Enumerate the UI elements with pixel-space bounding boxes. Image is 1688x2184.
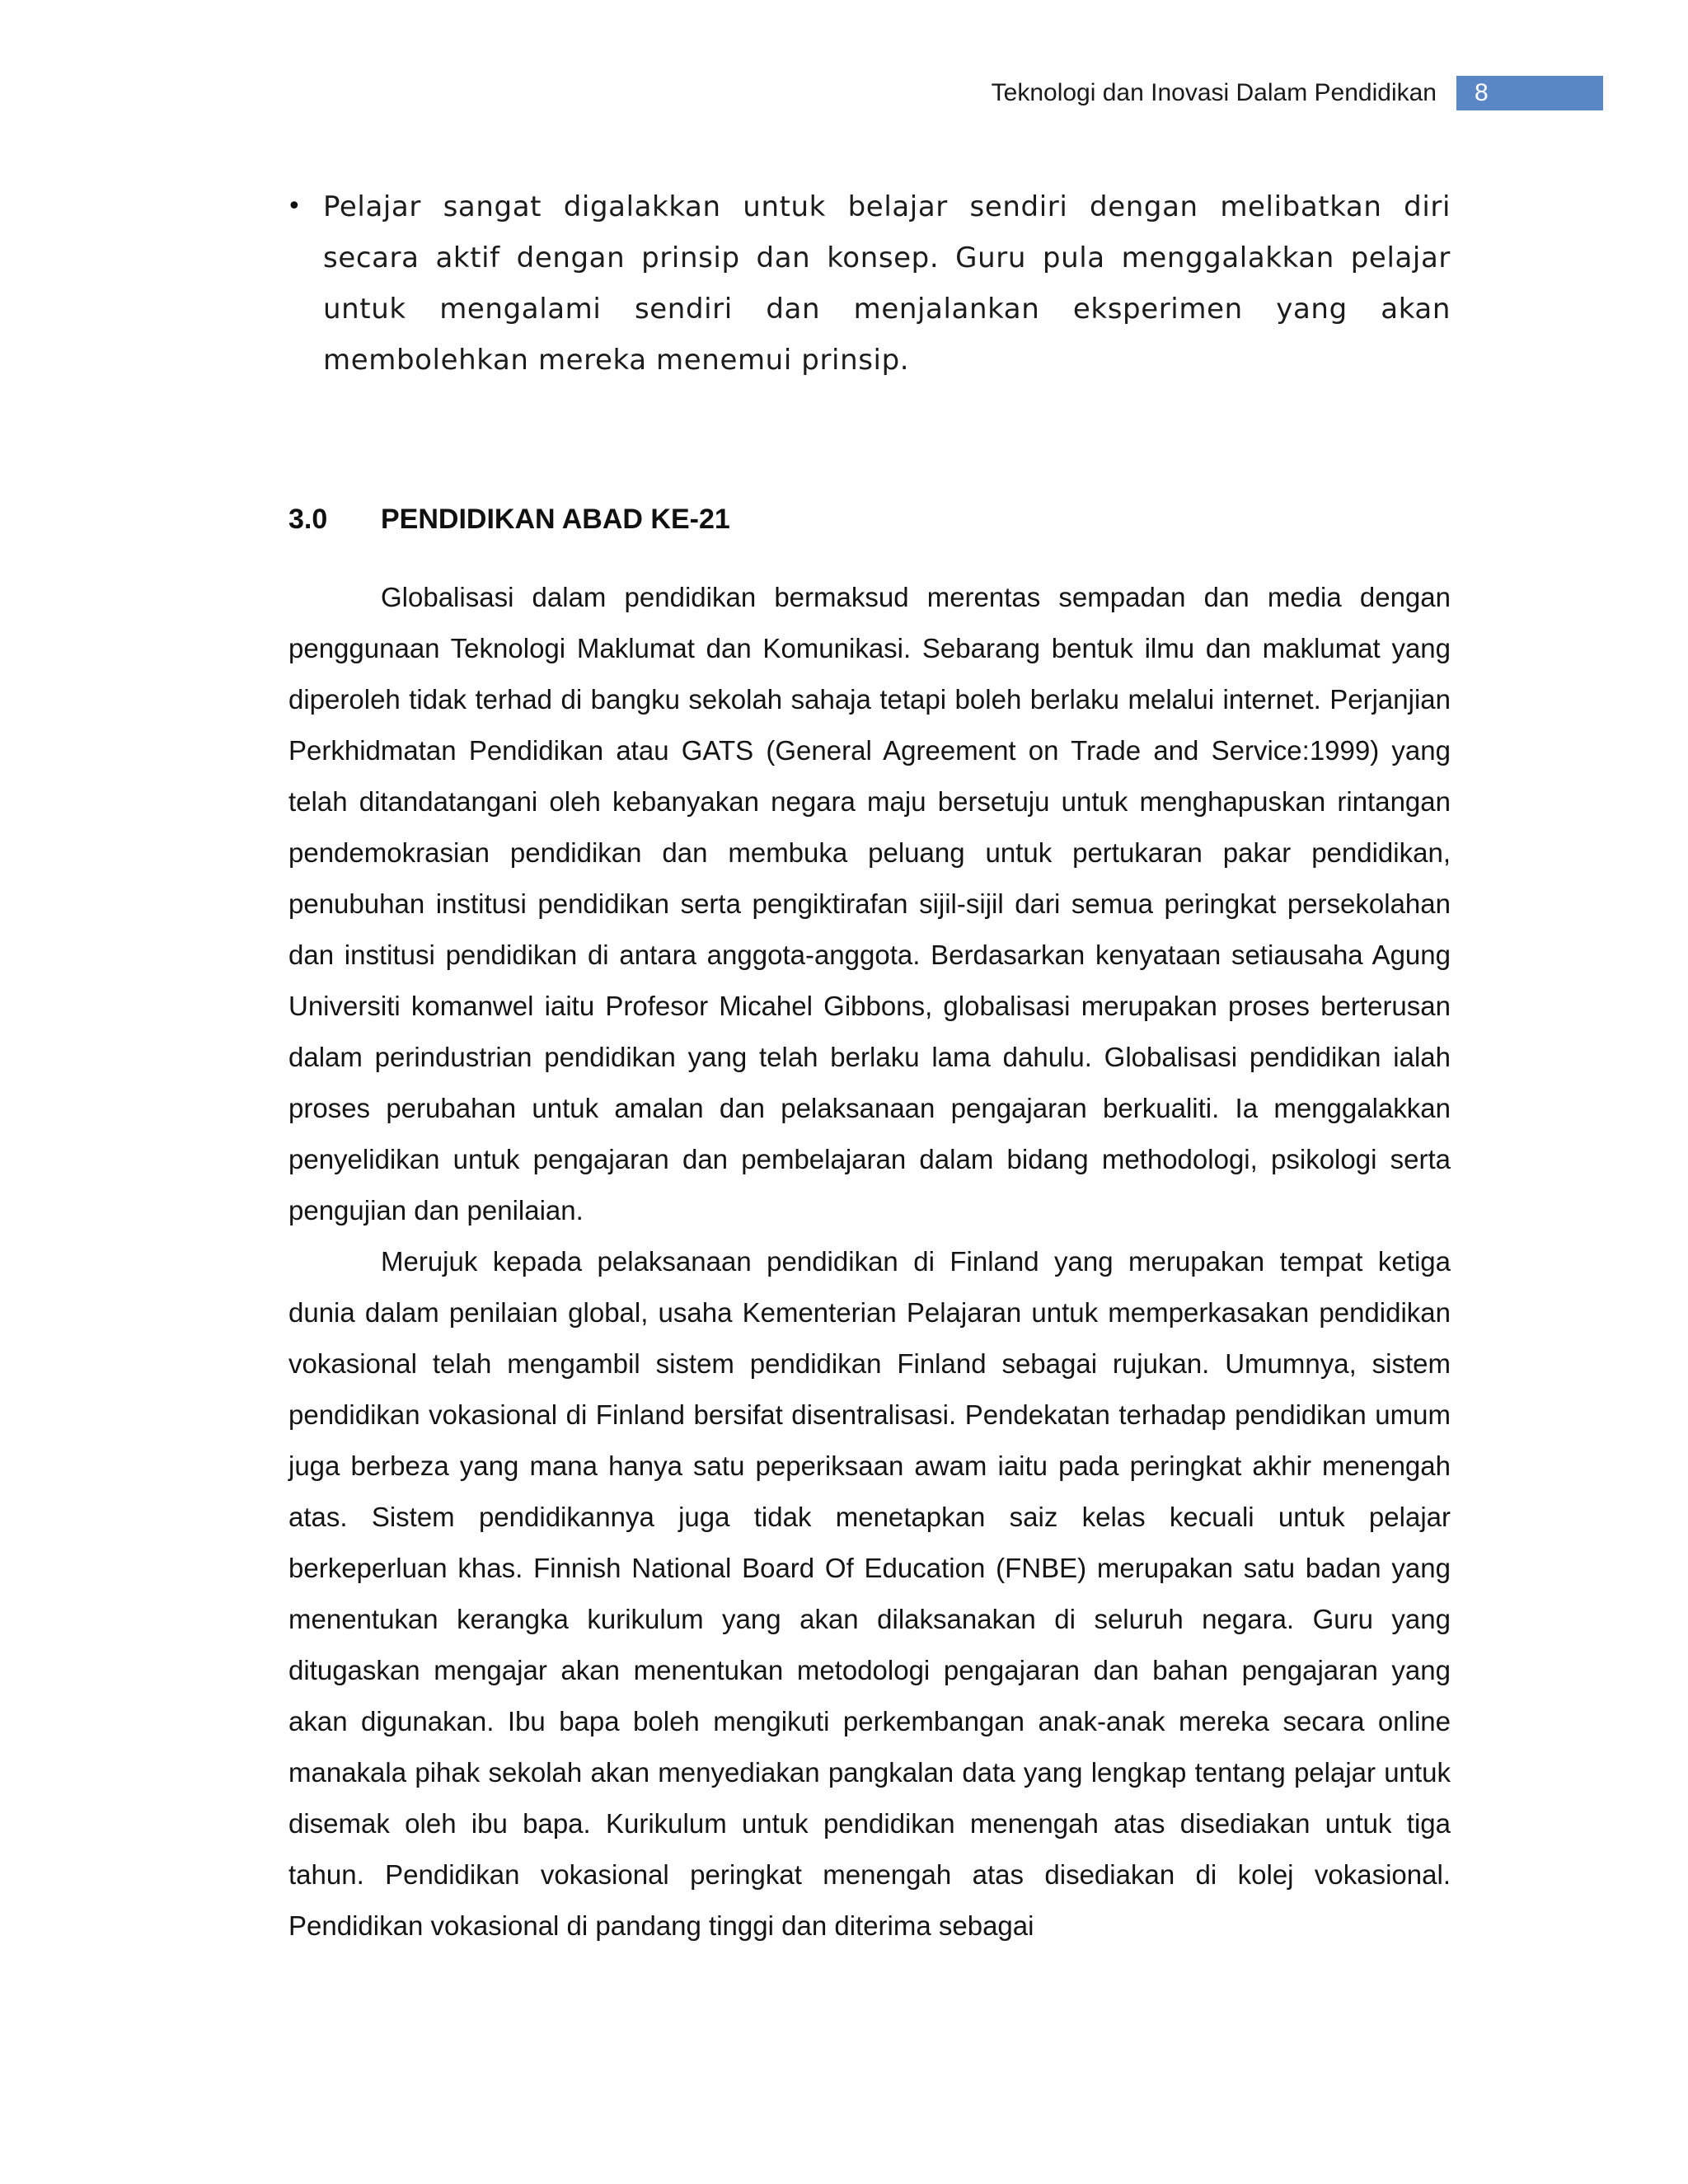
bullet-list-item <box>287 181 1451 386</box>
section-heading <box>288 501 730 537</box>
page-number: 8 <box>1456 76 1603 110</box>
paragraph: Merujuk kepada pelaksanaan pendidikan di Finland yang merupakan tempat ketiga dunia dalam penilaian global, usaha Kementerian Pelajaran untuk memperkasakan pendidikan vokasional telah mengambil sistem pendidikan Finland sebagai rujukan. Umumnya, sistem pendidikan vokasional di Finland bersifat disentralisasi. Pendekatan terhadap pendidikan umum juga berbeza yang mana hanya satu peperiksaan awam iaitu pada peringkat akhir menengah atas. Sistem pendidikannya juga tidak menetapkan saiz kelas kecuali untuk pelajar berkeperluan khas. Finnish National Board Of Education (FNBE) merupakan satu badan yang menentukan kerangka kurikulum yang akan dilaksanakan di seluruh negara. Guru yang ditugaskan mengajar akan menentukan metodologi pengajaran dan bahan pengajaran yang akan digunakan. Ibu bapa boleh mengikuti perkembangan anak-anak mereka secara online manakala pihak sekolah akan menyediakan pangkalan data yang lengkap tentang pelajar untuk disemak oleh ibu bapa. Kurikulum untuk pendidikan menengah atas disediakan untuk tiga tahun. Pendidikan vokasional peringkat menengah atas disediakan di kolej vokasional. Pendidikan vokasional di pandang tinggi dan diterima sebagai <box>288 1246 1451 1941</box>
body-text <box>288 572 1451 1952</box>
section-number: 3.0 <box>288 504 328 535</box>
bullet-text: Pelajar sangat digalakkan untuk belajar sendiri dengan melibatkan diri secara aktif dengan prinsip dan konsep. Guru pula menggalakkan pelajar untuk mengalami sendiri dan menjalankan eksperimen yang akan membolehkan mereka menemui prinsip. <box>323 190 1451 377</box>
header-title: Teknologi dan Inovasi Dalam Pendidikan <box>991 79 1437 106</box>
bullet-icon: • <box>287 192 302 221</box>
page-header <box>992 76 1603 110</box>
paragraph: Globalisasi dalam pendidikan bermaksud merentas sempadan dan media dengan penggunaan Teknologi Maklumat dan Komunikasi. Sebarang bentuk ilmu dan maklumat yang diperoleh tidak terhad di bangku sekolah sahaja tetapi boleh berlaku melalui internet. Perjanjian Perkhidmatan Pendidikan atau GATS (General Agreement on Trade and Service:1999) yang telah ditandatangani oleh kebanyakan negara maju bersetuju untuk menghapuskan rintangan pendemokrasian pendidikan dan membuka peluang untuk pertukaran pakar pendidikan, penubuhan institusi pendidikan serta pengiktirafan sijil-sijil dari semua peringkat persekolahan dan institusi pendidikan di antara anggota-anggota. Berdasarkan kenyataan setiausaha Agung Universiti komanwel iaitu Profesor Micahel Gibbons, globalisasi merupakan proses berterusan dalam perindustrian pendidikan yang telah berlaku lama dahulu. Globalisasi pendidikan ialah proses perubahan untuk amalan dan pelaksanaan pengajaran berkualiti. Ia menggalakkan penyelidikan untuk pengajaran dan pembelajaran dalam bidang methodologi, psikologi serta pengujian dan penilaian. <box>288 582 1451 1226</box>
section-title: PENDIDIKAN ABAD KE-21 <box>381 504 730 535</box>
